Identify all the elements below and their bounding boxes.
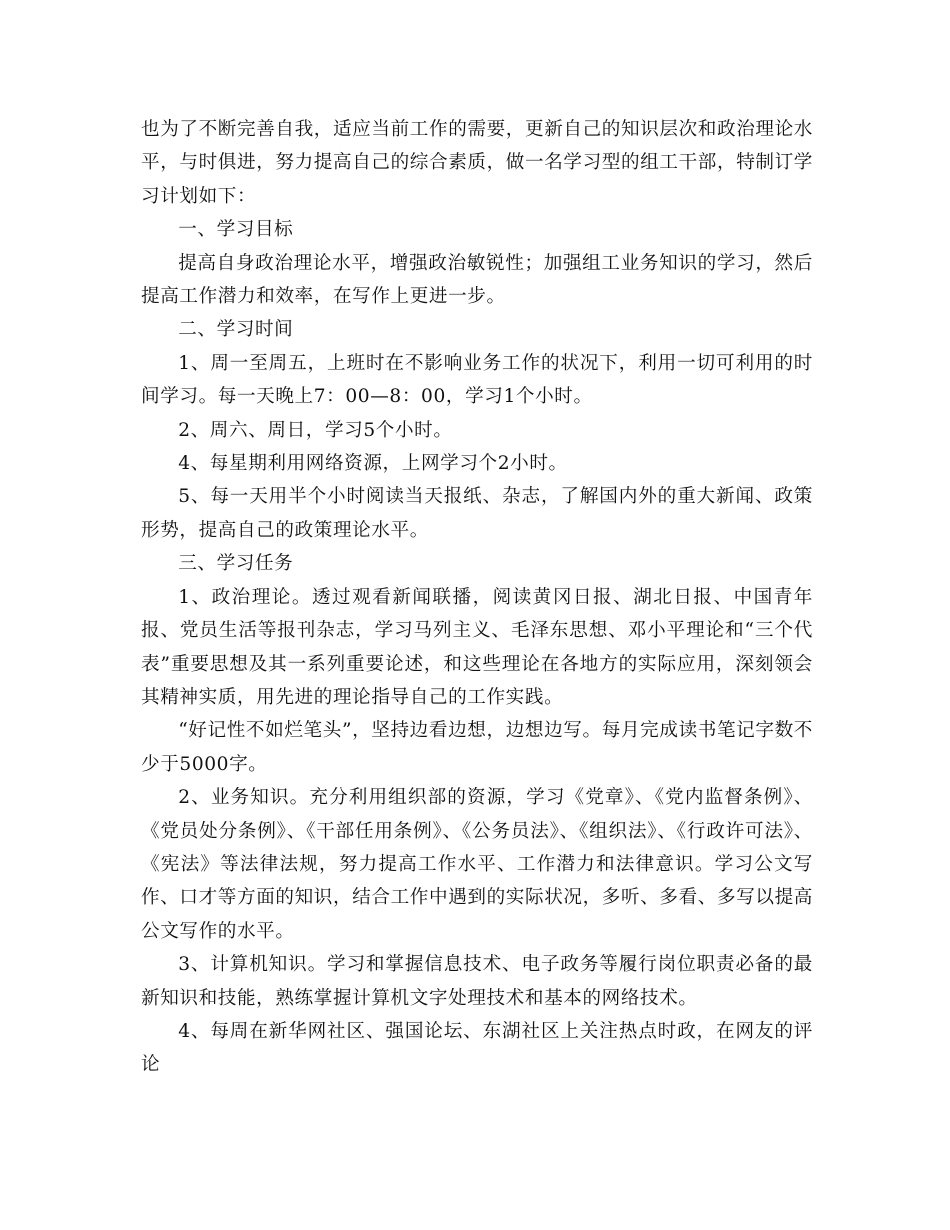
heading-learning-goals: 一、学习目标 [178,219,294,241]
paragraph-task-business: 2、业务知识。充分利用组织部的资源，学习《党章》、《党内监督条例》、《党员处分条例》、《干部任用条例》、《公务员法》、《组织法》、《行政许可法》、《宪法》等法律法规，努力提高工作水平、工作潜力和法律意识。学习公文写作、口才等方面的知识，结合工作中遇到的实际状况，多听、多看、多写以提高公文写作的水平。 [141,787,813,942]
document-body [141,113,813,1082]
paragraph-time-online: 4、每星期利用网络资源，上网学习个2小时。 [178,453,568,475]
paragraph-time-reading: 5、每一天用半个小时阅读当天报纸、杂志，了解国内外的重大新闻、政策形势，提高自己的政策理论水平。 [141,486,813,541]
paragraph-time-weekend: 2、周六、周日，学习5个小时。 [178,419,453,441]
paragraph-task-notes: “好记性不如烂笔头”，坚持边看边想，边想边写。每月完成读书笔记字数不少于5000字。 [141,720,813,775]
paragraph-time-weekdays: 1、周一至周五，上班时在不影响业务工作的状况下，利用一切可利用的时间学习。每一天晚上7：00—8：00，学习1个小时。 [141,352,813,408]
paragraph-goals: 提高自身政治理论水平，增强政治敏锐性；加强组工业务知识的学习，然后提高工作潜力和效率，在写作上更进一步。 [141,252,813,308]
paragraph-task-computer: 3、计算机知识。学习和掌握信息技术、电子政务等履行岗位职责必备的最新知识和技能，熟练掌握计算机文字处理技术和基本的网络技术。 [141,954,813,1009]
heading-learning-tasks: 三、学习任务 [178,553,294,575]
paragraph-task-forums: 4、每周在新华网社区、强国论坛、东湖社区上关注热点时政，在网友的评论 [141,1020,813,1076]
paragraph-task-politics: 1、政治理论。透过观看新闻联播，阅读黄冈日报、湖北日报、中国青年报、党员生活等报刊杂志，学习马列主义、毛泽东思想、邓小平理论和“三个代表”重要思想及其一系列重要论述，和这些理论在各地方的实际应用，深刻领会其精神实质，用先进的理论指导自己的工作实践。 [141,586,813,708]
heading-learning-time: 二、学习时间 [178,319,294,341]
paragraph-intro: 也为了不断完善自我，适应当前工作的需要，更新自己的知识层次和政治理论水平，与时俱进，努力提高自己的综合素质，做一名学习型的组工干部，特制订学习计划如下： [141,119,813,207]
